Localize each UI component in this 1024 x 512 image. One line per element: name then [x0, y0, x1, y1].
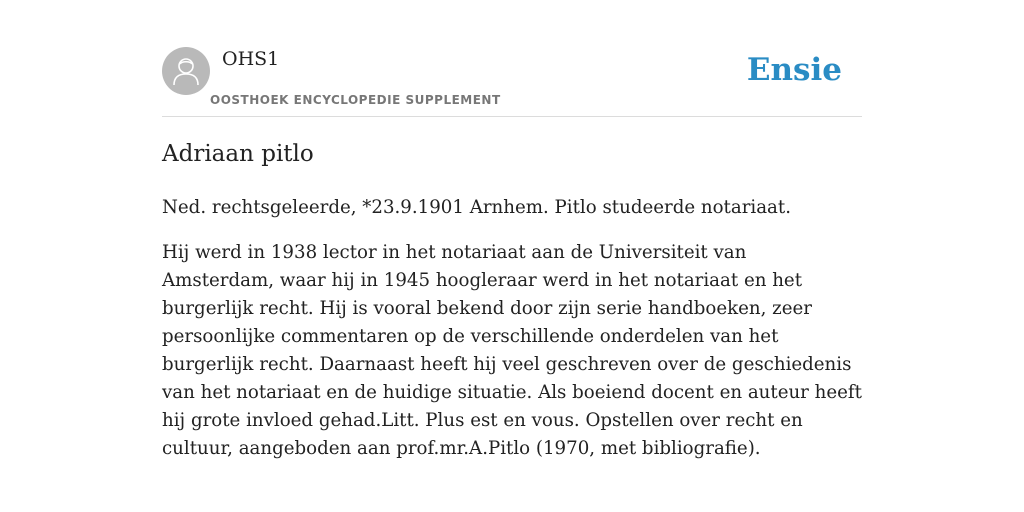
author-avatar[interactable] [162, 47, 210, 95]
article-paragraph: Hij werd in 1938 lector in het notariaat aan de Universiteit van Amsterdam, waar hij in 1945 hoogleraar werd in het notariaat en het burgerlijk recht. Hij is vooral bekend door zijn serie handboeken, zeer persoonlijke commentaren op de verschillende onderdelen van het burgerlijk recht. Daarnaast heeft hij veel geschreven over de geschiedenis van het notariaat en de huidige situatie. Als boeiend docent en auteur heeft hij grote invloed gehad.Litt. Plus est en vous. Opstellen over recht en cultuur, aangeboden aan prof.mr.A.Pitlo (1970, met bibliografie). [162, 242, 862, 459]
user-icon [172, 55, 200, 87]
article-title: Adriaan pitlo [162, 141, 314, 167]
article-paragraph: Ned. rechtsgeleerde, *23.9.1901 Arnhem. Pitlo studeerde notariaat. [162, 197, 791, 218]
source-label[interactable]: OOSTHOEK ENCYCLOPEDIE SUPPLEMENT [210, 93, 501, 107]
author-name[interactable]: OHS1 [222, 48, 280, 70]
article-header [162, 46, 862, 117]
ensie-logo[interactable]: Ensie [746, 52, 842, 88]
